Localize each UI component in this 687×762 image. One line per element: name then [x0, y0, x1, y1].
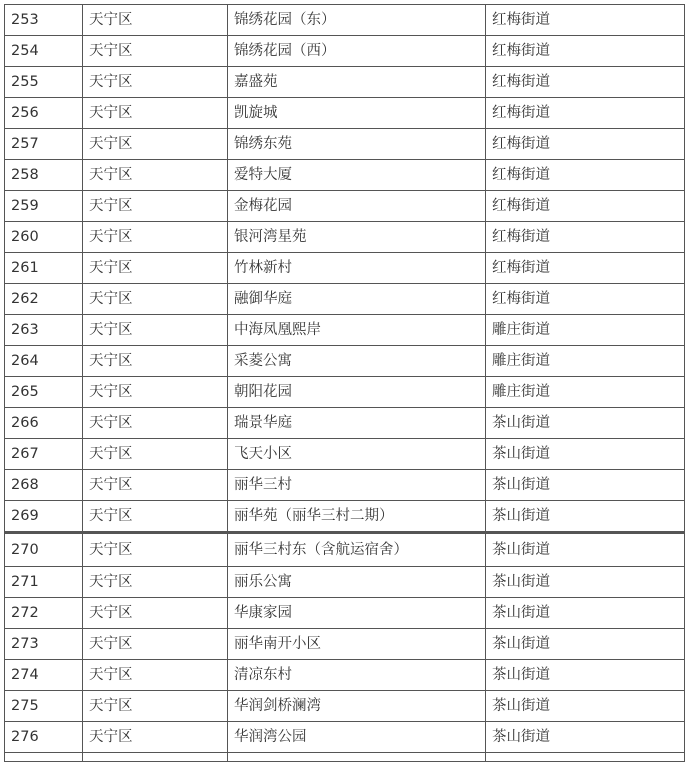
- table-row: [5, 629, 685, 660]
- row-number: 268: [5, 470, 83, 501]
- district-cell: 天宁区: [83, 691, 228, 722]
- district-cell: 天宁区: [83, 36, 228, 67]
- community-cell: 采菱公寓: [228, 346, 486, 377]
- district-cell: 天宁区: [83, 5, 228, 36]
- district-cell: 天宁区: [83, 660, 228, 691]
- community-cell: 瑞景华庭: [228, 408, 486, 439]
- table-row: [5, 191, 685, 222]
- table-row: [5, 36, 685, 67]
- district-cell: 天宁区: [83, 567, 228, 598]
- row-number: 258: [5, 160, 83, 191]
- community-cell: 金梅花园: [228, 191, 486, 222]
- table-row: [5, 315, 685, 346]
- street-cell: 茶山街道: [486, 691, 685, 722]
- community-cell: 丽华苑（丽华三村二期）: [228, 501, 486, 533]
- table-row: [5, 284, 685, 315]
- row-number: 255: [5, 67, 83, 98]
- street-cell: 红梅街道: [486, 129, 685, 160]
- street-cell: 雕庄街道: [486, 346, 685, 377]
- district-cell: 天宁区: [83, 160, 228, 191]
- row-number: 264: [5, 346, 83, 377]
- community-table-container: [4, 4, 684, 762]
- row-number: 260: [5, 222, 83, 253]
- district-cell: 天宁区: [83, 439, 228, 470]
- community-cell: 清凉东村: [228, 660, 486, 691]
- row-number: 265: [5, 377, 83, 408]
- district-cell: 天宁区: [83, 470, 228, 501]
- street-cell: 红梅街道: [486, 98, 685, 129]
- district-cell: 天宁区: [83, 222, 228, 253]
- table-row: [5, 598, 685, 629]
- table-row: [5, 567, 685, 598]
- community-cell: 华康家园: [228, 598, 486, 629]
- street-cell: 茶山街道: [486, 629, 685, 660]
- row-number: 253: [5, 5, 83, 36]
- row-number: 261: [5, 253, 83, 284]
- row-number: 256: [5, 98, 83, 129]
- street-cell: 茶山街道: [486, 470, 685, 501]
- table-row: [5, 253, 685, 284]
- community-table: [4, 4, 685, 762]
- district-cell: 天宁区: [83, 67, 228, 98]
- street-cell: 雕庄街道: [486, 377, 685, 408]
- community-cell: 锦绣东苑: [228, 129, 486, 160]
- district-cell: 天宁区: [83, 629, 228, 660]
- district-cell: 天宁区: [83, 408, 228, 439]
- row-number: 259: [5, 191, 83, 222]
- table-row: [5, 691, 685, 722]
- community-cell: 丽华三村东（含航运宿舍）: [228, 533, 486, 567]
- district-cell: 天宁区: [83, 533, 228, 567]
- row-number: 254: [5, 36, 83, 67]
- table-row: [5, 160, 685, 191]
- community-cell: 丽华三村: [228, 470, 486, 501]
- table-row: [5, 129, 685, 160]
- table-row: [5, 98, 685, 129]
- row-number: 274: [5, 660, 83, 691]
- community-cell: 华润湾公园: [228, 722, 486, 753]
- street-cell: 红梅街道: [486, 253, 685, 284]
- street-cell: 红梅街道: [486, 67, 685, 98]
- community-cell: 丽乐公寓: [228, 567, 486, 598]
- row-number: 276: [5, 722, 83, 753]
- table-row: [5, 67, 685, 98]
- street-cell: 茶山街道: [486, 722, 685, 753]
- table-row: [5, 377, 685, 408]
- community-cell: 竹林新村: [228, 253, 486, 284]
- community-cell: 华润剑桥澜湾: [228, 691, 486, 722]
- district-cell: 天宁区: [83, 315, 228, 346]
- district-cell: 天宁区: [83, 722, 228, 753]
- street-cell: 红梅街道: [486, 5, 685, 36]
- district-cell: 天宁区: [83, 129, 228, 160]
- street-cell: 红梅街道: [486, 160, 685, 191]
- row-number: 269: [5, 501, 83, 533]
- street-cell: 茶山街道: [486, 439, 685, 470]
- district-cell: 天宁区: [83, 191, 228, 222]
- street-cell: 红梅街道: [486, 191, 685, 222]
- row-number: 262: [5, 284, 83, 315]
- street-cell: 茶山街道: [486, 533, 685, 567]
- street-cell: 茶山街道: [486, 408, 685, 439]
- row-number: 263: [5, 315, 83, 346]
- community-cell: 锦绣花园（西）: [228, 36, 486, 67]
- community-cell: 丽华南开小区: [228, 629, 486, 660]
- community-cell: 飞天小区: [228, 439, 486, 470]
- district-cell: 天宁区: [83, 377, 228, 408]
- community-cell: 锦绣花园（东）: [228, 5, 486, 36]
- street-cell: 红梅街道: [486, 284, 685, 315]
- district-cell: 天宁区: [83, 284, 228, 315]
- community-cell: 融御华庭: [228, 284, 486, 315]
- row-number: 266: [5, 408, 83, 439]
- district-cell: 天宁区: [83, 98, 228, 129]
- street-cell: 茶山街道: [486, 660, 685, 691]
- district-cell: 天宁区: [83, 346, 228, 377]
- district-cell: 天宁区: [83, 598, 228, 629]
- street-cell: 茶山街道: [486, 598, 685, 629]
- table-row: [5, 660, 685, 691]
- row-number: 267: [5, 439, 83, 470]
- street-cell: 红梅街道: [486, 36, 685, 67]
- community-cell: 朝阳花园: [228, 377, 486, 408]
- row-number: 272: [5, 598, 83, 629]
- table-row: [5, 722, 685, 753]
- community-cell: 凯旋城: [228, 98, 486, 129]
- community-cell: 银河湾星苑: [228, 222, 486, 253]
- community-cell: 中海凤凰熙岸: [228, 315, 486, 346]
- table-row: [5, 439, 685, 470]
- district-cell: 天宁区: [83, 501, 228, 533]
- table-row: [5, 346, 685, 377]
- street-cell: 茶山街道: [486, 501, 685, 533]
- row-number: 271: [5, 567, 83, 598]
- street-cell: 红梅街道: [486, 222, 685, 253]
- table-row: [5, 408, 685, 439]
- street-cell: 茶山街道: [486, 567, 685, 598]
- table-row: [5, 533, 685, 567]
- table-row: [5, 470, 685, 501]
- street-cell: 雕庄街道: [486, 315, 685, 346]
- table-row: [5, 222, 685, 253]
- table-row: [5, 501, 685, 533]
- row-number: 275: [5, 691, 83, 722]
- district-cell: 天宁区: [83, 253, 228, 284]
- table-row: [5, 5, 685, 36]
- row-number: 257: [5, 129, 83, 160]
- row-number: 273: [5, 629, 83, 660]
- row-number: 270: [5, 533, 83, 567]
- community-cell: 爱特大厦: [228, 160, 486, 191]
- community-cell: 嘉盛苑: [228, 67, 486, 98]
